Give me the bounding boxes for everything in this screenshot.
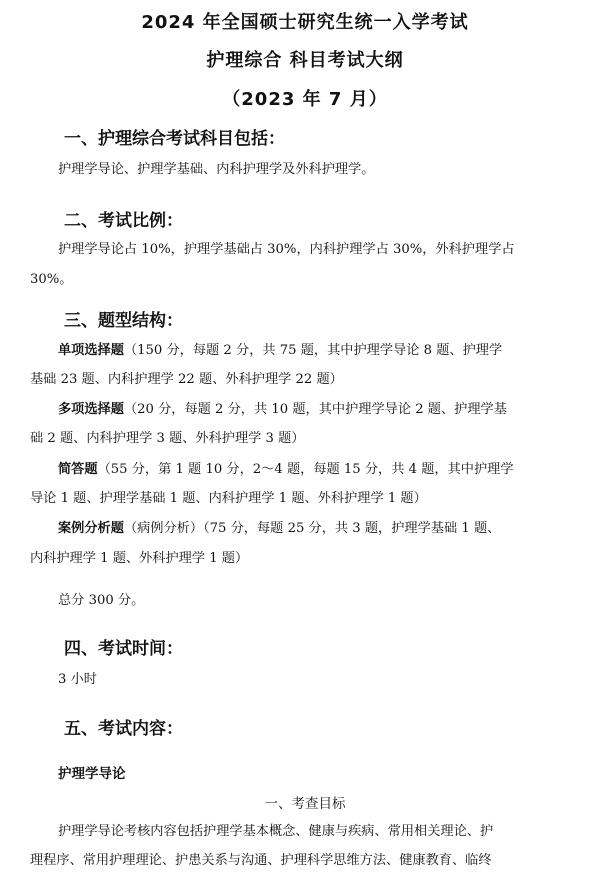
section-4-heading: 四、考试时间： [64,639,183,659]
question-type-label: 单项选择题 [58,343,124,358]
exam-objective-heading: 一、考查目标 [264,796,346,812]
question-type-detail: （病例分析）（75 分，每题 25 分，共 3 题，护理学基础 1 题、 [123,521,501,536]
section-4-body: 3 小时 [58,672,97,687]
question-type-label: 简答题 [58,462,98,477]
section-5-heading: 五、考试内容： [64,719,183,739]
question-type-single-choice-cont: 基础 23 题、内科护理学 22 题、外科护理学 22 题） [30,372,343,387]
total-score: 总分 300 分。 [58,593,145,608]
question-type-case-analysis-cont: 内科护理学 1 题、外科护理学 1 题） [30,551,249,566]
question-type-label: 多项选择题 [58,402,124,417]
question-type-detail: （20 分，每题 2 分，共 10 题，其中护理学导论 2 题、护理学基 [123,402,507,417]
section-1-body: 护理学导论、护理学基础、内科护理学及外科护理学。 [58,162,375,177]
document-title-line3: （2023 年 7 月） [222,89,388,110]
section-1-heading: 一、护理综合考试科目包括： [64,129,285,149]
document-title-line2: 护理综合 科目考试大纲 [206,50,404,71]
question-type-short-answer-cont: 导论 1 题、护理学基础 1 题、内科护理学 1 题、外科护理学 1 题） [30,491,427,506]
question-type-case-analysis [58,519,580,539]
question-type-short-answer [58,460,580,480]
section-2-heading: 二、考试比例： [64,211,183,231]
question-type-single-choice [58,341,580,361]
question-type-label: 案例分析题 [58,521,124,536]
section-2-body-line2: 30%。 [30,272,73,287]
section-5-body-line1: 护理学导论考核内容包括护理学基本概念、健康与疾病、常用相关理论、护 [58,824,494,839]
document-title-line1: 2024 年全国硕士研究生统一入学考试 [141,12,469,33]
question-type-multiple-choice [58,400,580,420]
section-2-body-line1: 护理学导论占 10%，护理学基础占 30%，内科护理学占 30%，外科护理学占 [58,242,515,257]
question-type-detail: （150 分，每题 2 分，共 75 题，其中护理学导论 8 题、护理学 [123,343,503,358]
question-type-multiple-choice-cont: 础 2 题、内科护理学 3 题、外科护理学 3 题） [30,431,305,446]
section-5-subheading: 护理学导论 [58,766,126,782]
question-type-detail: （55 分，第 1 题 10 分，2～4 题，每题 15 分，共 4 题，其中护理学 [97,462,514,477]
section-3-heading: 三、题型结构： [64,311,183,331]
section-5-body-line2: 理程序、常用护理理论、护患关系与沟通、护理科学思维方法、健康教育、临终 [30,853,492,868]
